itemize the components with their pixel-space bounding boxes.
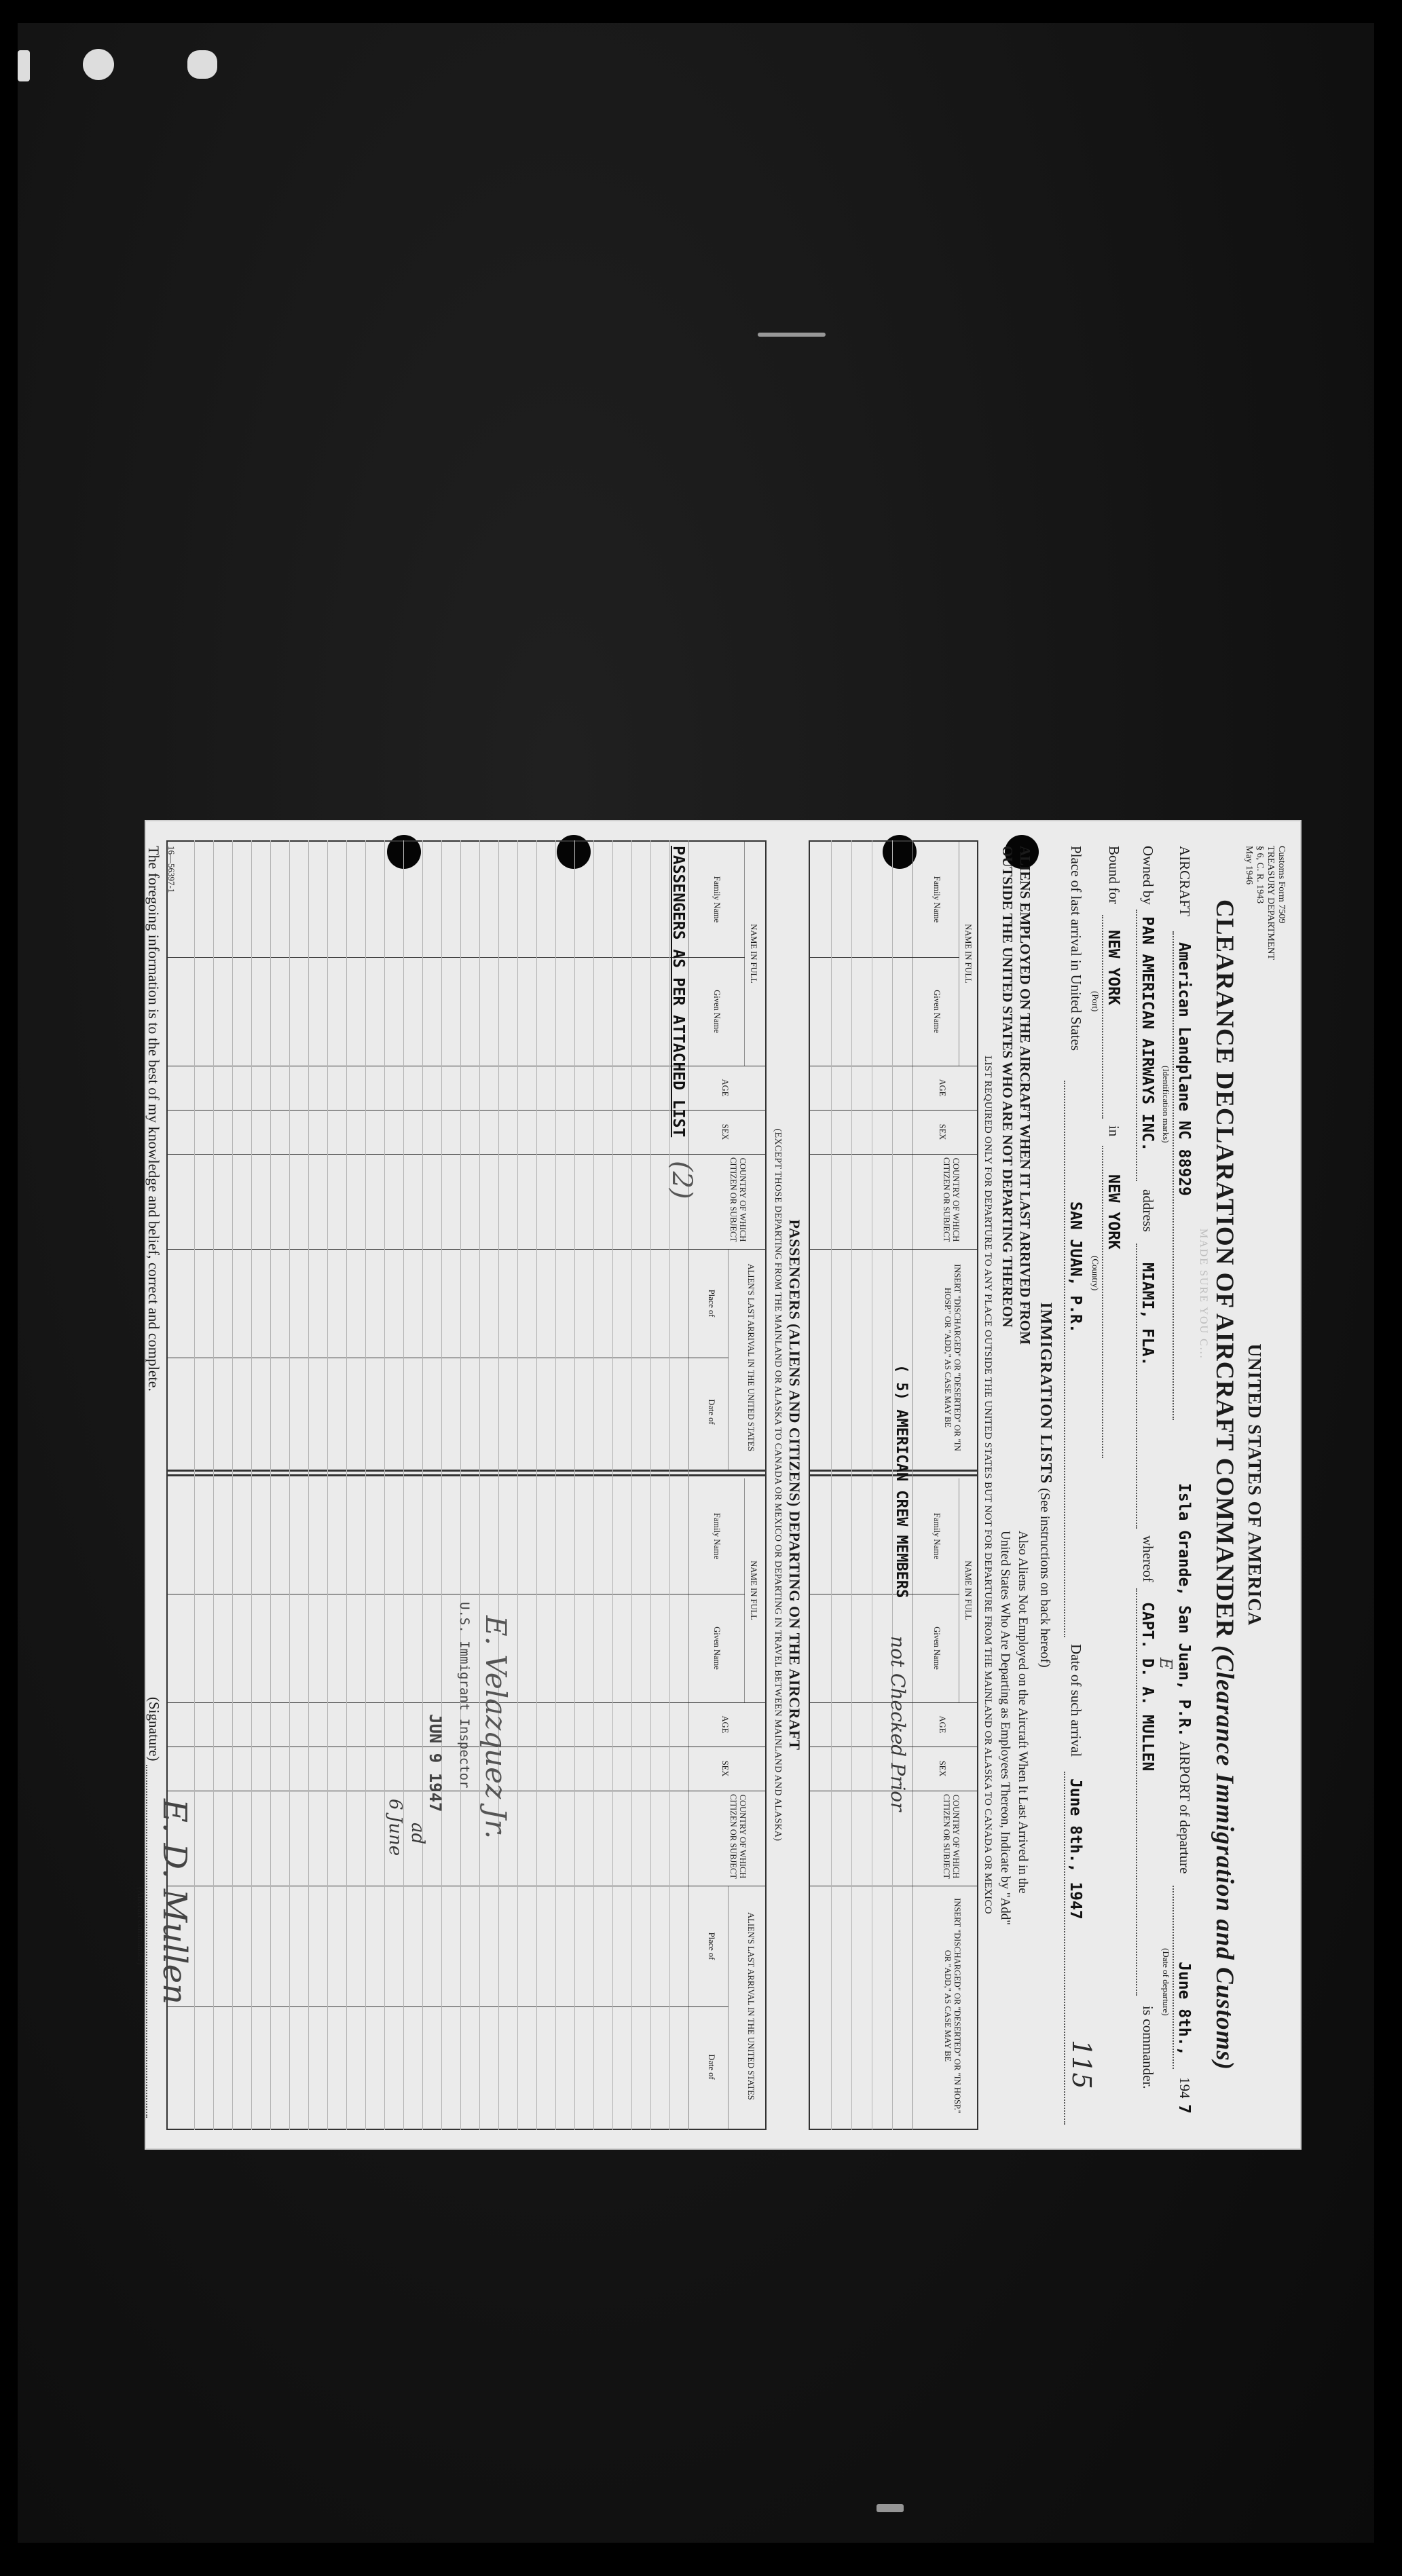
pax-col-family-name-right: Family Name bbox=[712, 1512, 722, 1560]
film-hole-mark bbox=[187, 50, 217, 79]
crew-col-country-right: COUNTRY OF WHICH CITIZEN OR SUBJECT bbox=[942, 1794, 961, 1879]
regulation-ref: § 6, C. R. 1943 bbox=[1254, 846, 1265, 904]
pax-row-line bbox=[213, 840, 214, 2130]
aliens-added-line-1: Also Aliens Not Employed on the Aircraft When It Last Arrived in the bbox=[1016, 1531, 1030, 1894]
passenger-table-center-double-line bbox=[166, 1474, 767, 1476]
commander-value: CAPT. D. A. MULLEN bbox=[1139, 1602, 1156, 1772]
pax-row-line bbox=[327, 840, 328, 2130]
aircraft-caption: (Identification marks) bbox=[1161, 1066, 1171, 1143]
ghost-text: MADE SURE YOU C... bbox=[1198, 1229, 1209, 1360]
pax-col-given-name: Given Name bbox=[712, 990, 722, 1033]
list-required-note: LIST REQUIRED ONLY FOR DEPARTURE TO ANY PLACE OUTSIDE THE UNITED STATES BUT NOT FOR DEPARTURE FROM THE MAINLAND OR ALASKA TO CANADA OR MEXICO bbox=[982, 1056, 993, 1914]
aliens-added-note bbox=[997, 1531, 1031, 1925]
pax-col-line bbox=[168, 957, 745, 958]
crew-col-insert-status: INSERT "DISCHARGED" OR "DESERTED" OR "IN HOSP." OR "ADD," AS CASE MAY BE bbox=[943, 1264, 962, 1451]
flight-number-handwritten: 115 bbox=[1067, 2040, 1096, 2089]
aliens-employed-line-1: ALIENS EMPLOYED ON THE AIRCRAFT WHEN IT LAST ARRIVED FROM bbox=[1017, 846, 1033, 1345]
pax-row-line bbox=[346, 840, 347, 2130]
crew-table-top-border bbox=[977, 840, 978, 2130]
immigration-instructions: (See instructions on back hereof) bbox=[1037, 1488, 1052, 1668]
bound-city-caption: (Port) bbox=[1090, 991, 1101, 1012]
aircraft-label: AIRCRAFT bbox=[1177, 846, 1193, 916]
film-hole-mark bbox=[83, 49, 114, 80]
aliens-employed-line-2: OUTSIDE THE UNITED STATES WHO ARE NOT DEPARTING THEREON bbox=[999, 846, 1016, 1328]
pax-row-line bbox=[460, 840, 461, 2130]
form-page-wrapper bbox=[136, 821, 1300, 2148]
pax-row-line bbox=[536, 840, 537, 2130]
passenger-table-top-border bbox=[765, 840, 767, 2130]
bound-country-caption: (Country) bbox=[1090, 1256, 1101, 1291]
pax-col-age: AGE bbox=[720, 1079, 730, 1097]
bound-country-value: NEW YORK bbox=[1105, 1174, 1122, 1250]
pax-row-line bbox=[403, 840, 404, 2130]
pax-row-line bbox=[384, 840, 385, 2130]
stamp-handwritten-1: ad bbox=[407, 1823, 428, 1845]
aircraft-value: American Landplane NC 88929 bbox=[1175, 942, 1193, 1196]
pax-col-country-right: COUNTRY OF WHICH CITIZEN OR SUBJECT bbox=[728, 1794, 748, 1879]
pax-row-line bbox=[612, 840, 613, 2130]
airport-label: AIRPORT of departure bbox=[1177, 1741, 1193, 1874]
passenger-table-left-edge bbox=[166, 840, 767, 842]
year-digit: 7 bbox=[1175, 2104, 1193, 2114]
pax-row-line bbox=[574, 840, 575, 2130]
pax-name-divider bbox=[744, 842, 745, 1066]
pax-col-place-of-right: Place of bbox=[707, 1932, 716, 1960]
print-code: 16—56397-1 bbox=[166, 846, 177, 893]
crew-col-given-name-right: Given Name bbox=[932, 1626, 942, 1670]
inspector-signature: E. Velazquez Jr. bbox=[479, 1616, 513, 1840]
last-arrival-label: Place of last arrival in United States bbox=[1068, 846, 1084, 1051]
immigration-heading-text: IMMIGRATION LISTS bbox=[1037, 1302, 1054, 1485]
crew-note: ( 5) AMERICAN CREW MEMBERS bbox=[893, 1364, 910, 1599]
departure-date-value: June 8th., bbox=[1175, 1962, 1193, 2056]
pax-col-line bbox=[168, 1154, 767, 1155]
pax-col-country: COUNTRY OF WHICH CITIZEN OR SUBJECT bbox=[728, 1157, 748, 1242]
pax-row-line bbox=[479, 840, 480, 2130]
aliens-employed-heading bbox=[999, 846, 1035, 1345]
bound-city-dotted-line bbox=[1102, 915, 1103, 1119]
last-arrival-value: SAN JUAN, P.R. bbox=[1067, 1201, 1084, 1333]
pax-col-last-arrival-right: ALIEN'S LAST ARRIVAL IN THE UNITED STATES bbox=[746, 1912, 756, 2100]
commander-dotted-line bbox=[1136, 1588, 1137, 1996]
whereof-label: whereof bbox=[1140, 1535, 1156, 1582]
aliens-added-line-2: United States Who Are Departing as Employees Thereon, Indicate by "Add" bbox=[998, 1531, 1013, 1925]
crew-col-family-name: Family Name bbox=[932, 876, 942, 923]
pax-row-line bbox=[308, 840, 309, 2130]
crew-col-name-in-full-right: NAME IN FULL bbox=[963, 1561, 973, 1620]
form-edition: May 1946 bbox=[1243, 846, 1254, 885]
last-arrival-dotted-line bbox=[1064, 1081, 1065, 1637]
country-heading: UNITED STATES OF AMERICA bbox=[1244, 1343, 1265, 1626]
pax-col-name-in-full: NAME IN FULL bbox=[749, 924, 758, 984]
address-value: MIAMI, FLA. bbox=[1139, 1263, 1156, 1366]
crew-col-age: AGE bbox=[938, 1079, 947, 1097]
signature-label: (Signature) bbox=[146, 1697, 162, 1761]
bound-city-value: NEW YORK bbox=[1105, 930, 1122, 1005]
date-stamp: JUN 9 1947 bbox=[426, 1714, 445, 1812]
pax-row-line bbox=[498, 840, 499, 2130]
crew-row-line bbox=[851, 840, 852, 2130]
pax-col-given-name-right: Given Name bbox=[712, 1626, 722, 1670]
bound-for-label: Bound for bbox=[1106, 846, 1122, 904]
commander-signature: E. D. Mullen bbox=[155, 1799, 193, 2004]
pax-col-last-arrival: ALIEN'S LAST ARRIVAL IN THE UNITED STATES bbox=[746, 1263, 756, 1452]
airport-value: Isla Grande, San Juan, P.R. bbox=[1175, 1483, 1193, 1737]
crew-table-left-edge bbox=[809, 840, 978, 842]
pax-col-date-of: Date of bbox=[707, 1399, 716, 1425]
pax-col-age-right: AGE bbox=[720, 1715, 730, 1734]
crew-col-given-name: Given Name bbox=[932, 990, 942, 1033]
inspector-title-stamp: U.S. Immigrant Inspector bbox=[457, 1602, 472, 1789]
owner-dotted-line bbox=[1136, 910, 1137, 1181]
pax-row-line bbox=[555, 840, 556, 2130]
crew-col-line bbox=[810, 1154, 978, 1155]
crew-col-family-name-right: Family Name bbox=[932, 1512, 942, 1560]
passengers-subheading: (EXCEPT THOSE DEPARTING FROM THE MAINLAND OR ALASKA TO CANADA OR MEXICO OR DEPARTING IN TRAVEL BETWEEN MAINLAND AND ALASKA) bbox=[773, 1128, 783, 1842]
clearance-declaration-form bbox=[136, 821, 1300, 2148]
passenger-table-right-edge bbox=[166, 2129, 767, 2130]
address-dotted-line bbox=[1136, 1244, 1137, 1529]
pax-row-line bbox=[289, 840, 290, 2130]
pax-row-line bbox=[194, 840, 195, 2130]
pax-row-line bbox=[650, 840, 651, 2130]
departure-date-dotted-line bbox=[1173, 1886, 1174, 2069]
commander-initial-handwritten: E bbox=[1156, 1658, 1175, 1670]
aircraft-dotted-line bbox=[1173, 931, 1174, 1420]
owned-by-label: Owned by bbox=[1140, 846, 1156, 905]
signature-caption: (Aircraft commander) bbox=[136, 1887, 146, 1965]
crew-header-divider bbox=[912, 840, 913, 2130]
pax-row-line bbox=[441, 840, 442, 2130]
department-name: TREASURY DEPARTMENT bbox=[1265, 846, 1276, 960]
crew-handwritten-note: not Checked Prior bbox=[887, 1636, 909, 1812]
pax-row-line bbox=[251, 840, 252, 2130]
owner-value: PAN AMERICAN AIRWAYS INC. bbox=[1139, 916, 1156, 1152]
pax-row-line bbox=[517, 840, 518, 2130]
crew-col-insert-status-right: INSERT "DISCHARGED" OR "DESERTED" OR "IN HOSP." OR "ADD," AS CASE MAY BE bbox=[943, 1898, 962, 2114]
form-title-main: CLEARANCE DECLARATION OF AIRCRAFT COMMANDER bbox=[1211, 899, 1238, 1639]
signature-dotted-line bbox=[146, 1765, 147, 2118]
pax-row-line bbox=[365, 840, 366, 2130]
commander-suffix: is commander. bbox=[1140, 2006, 1156, 2089]
crew-row-line bbox=[831, 840, 832, 2130]
pax-row-line bbox=[422, 840, 423, 2130]
pax-name-divider-right bbox=[744, 1478, 745, 1702]
pax-col-place-of: Place of bbox=[707, 1289, 716, 1318]
pax-col-family-name: Family Name bbox=[712, 876, 722, 923]
crew-table-right-edge bbox=[809, 2129, 978, 2130]
film-hole-mark bbox=[18, 50, 30, 81]
passenger-header-divider bbox=[688, 840, 689, 2130]
crew-col-country: COUNTRY OF WHICH CITIZEN OR SUBJECT bbox=[942, 1157, 961, 1242]
crew-col-line bbox=[810, 1249, 978, 1250]
crew-col-name-in-full: NAME IN FULL bbox=[963, 924, 973, 984]
year-prefix: 194 bbox=[1177, 2077, 1193, 2099]
pax-row-line bbox=[631, 840, 632, 2130]
pax-col-name-in-full-right: NAME IN FULL bbox=[749, 1561, 758, 1620]
arrival-date-dotted-line bbox=[1064, 1772, 1065, 2125]
passengers-note: PASSENGERS AS PER ATTACHED LIST bbox=[669, 846, 687, 1138]
form-title bbox=[1210, 821, 1239, 2148]
address-label: address bbox=[1140, 1189, 1156, 1232]
arrival-date-value: June 8th., 1947 bbox=[1067, 1778, 1084, 1920]
departure-date-caption: (Date of departure) bbox=[1161, 1948, 1171, 2016]
crew-col-sex-right: SEX bbox=[938, 1760, 947, 1777]
declaration-statement: The foregoing information is to the best of my knowledge and belief, correct and complete. bbox=[145, 846, 162, 1392]
pax-row-line bbox=[593, 840, 594, 2130]
pax-col-sex-right: SEX bbox=[720, 1760, 730, 1777]
crew-table-bottom-border bbox=[809, 840, 810, 2130]
form-title-sub: (Clearance Immigration and Customs) bbox=[1211, 1645, 1238, 2070]
crew-col-line bbox=[810, 957, 959, 958]
pax-row-line bbox=[232, 840, 233, 2130]
film-dust-speck bbox=[877, 2504, 904, 2512]
crew-col-sex: SEX bbox=[938, 1123, 947, 1140]
pax-col-sex: SEX bbox=[720, 1123, 730, 1140]
immigration-heading bbox=[1036, 821, 1054, 2148]
passenger-count-handwritten: (2) bbox=[666, 1161, 697, 1199]
bound-country-dotted-line bbox=[1102, 1146, 1103, 1458]
in-label: in bbox=[1106, 1125, 1122, 1137]
passenger-table-center-double-line bbox=[166, 1470, 767, 1472]
pax-col-date-of-right: Date of bbox=[707, 2054, 716, 2080]
film-dust-speck bbox=[758, 333, 826, 337]
crew-col-age-right: AGE bbox=[938, 1715, 947, 1734]
arrival-date-label: Date of such arrival bbox=[1068, 1644, 1084, 1757]
pax-row-line bbox=[270, 840, 271, 2130]
passengers-heading: PASSENGERS (ALIENS AND CITIZENS) DEPARTING ON THE AIRCRAFT bbox=[786, 1219, 803, 1751]
stamp-handwritten-2: 6 June bbox=[385, 1799, 405, 1856]
pax-col-line bbox=[168, 1249, 767, 1250]
form-number: Customs Form 7509 bbox=[1276, 846, 1287, 924]
